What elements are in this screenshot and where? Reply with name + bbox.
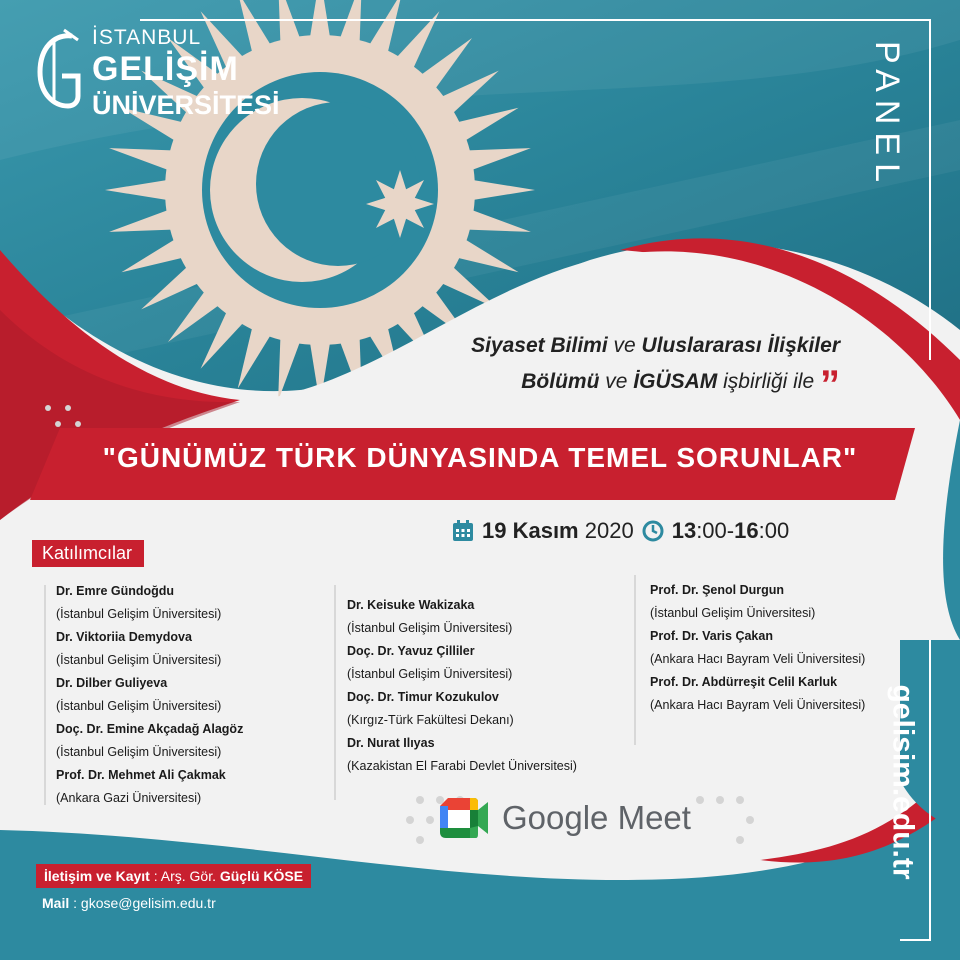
intro-and-1: ve [613,334,636,357]
participants-column-1 [56,580,326,810]
mail-sep: : [69,895,81,911]
contact-name: Güçlü KÖSE [219,868,304,884]
date-day-month: 19 Kasım [482,518,579,543]
intro-dept-1: Siyaset Bilimi [471,334,608,357]
participant-name: Prof. Dr. Varis Çakan [650,629,773,643]
participant-name: Doç. Dr. Emine Akçadağ Alagöz [56,722,244,736]
logo-line-1: İSTANBUL [92,26,202,49]
university-logo-icon [34,28,82,112]
participant-institution: (İstanbul Gelişim Üniversitesi) [56,607,222,621]
participant-name: Dr. Viktoriia Demydova [56,630,192,644]
intro-dept-2: Uluslararası İlişkiler [641,334,840,357]
contact-label: İletişim ve Kayıt [44,868,150,884]
participant-institution: (İstanbul Gelişim Üniversitesi) [56,653,222,667]
participant-institution: (İstanbul Gelişim Üniversitesi) [56,699,222,713]
contact-sep: : [149,868,161,884]
event-title [55,442,905,474]
participant-name: Doç. Dr. Timur Kozukulov [347,690,499,704]
organizers-intro [320,328,840,407]
calendar-icon [452,520,474,542]
intro-partner: İGÜSAM [633,370,718,393]
panel-label-box [846,40,926,190]
participant-name: Prof. Dr. Abdürreşit Celil Karluk [650,675,838,689]
time-start-hour: 13 [671,518,697,543]
time-end-hour: 16 [734,518,759,543]
website-link[interactable]: gelisim.edu.tr [886,684,920,880]
mail-label: Mail [42,895,70,911]
google-meet-badge [440,798,691,838]
participant-institution: (Ankara Hacı Bayram Veli Üniversitesi) [650,652,866,666]
participant-institution: (Ankara Hacı Bayram Veli Üniversitesi) [650,698,866,712]
intro-and-2: ve [605,370,628,393]
participant-institution: (İstanbul Gelişim Üniversitesi) [56,745,222,759]
participant-name: Dr. Emre Gündoğdu [56,584,175,598]
event-datetime [452,518,789,544]
time-start-min: :00- [696,518,735,543]
google-meet-label: Google Meet [502,799,691,836]
mail-info [42,895,216,911]
participant-name: Dr. Keisuke Wakizaka [347,598,475,612]
google-meet-icon [440,798,488,838]
date-year: 2020 [584,518,634,543]
participant-institution: (İstanbul Gelişim Üniversitesi) [347,667,513,681]
participant-name: Prof. Dr. Şenol Durgun [650,583,785,597]
website-box [875,650,960,950]
crescent-cut [256,102,420,266]
participant-name: Prof. Dr. Mehmet Ali Çakmak [56,768,226,782]
participant-name: Doç. Dr. Yavuz Çilliler [347,644,475,658]
time-end-min: :00 [758,518,790,543]
participant-institution: (İstanbul Gelişim Üniversitesi) [650,606,816,620]
mail-address[interactable]: gkose@gelisim.edu.tr [80,895,216,911]
intro-dept-3: Bölümü [521,370,600,393]
participant-institution: (İstanbul Gelişim Üniversitesi) [347,621,513,635]
clock-icon [642,520,664,542]
participant-institution: (Kırgız-Türk Fakültesi Dekanı) [347,713,514,727]
contact-title: Arş. Gör. [160,868,216,884]
participant-institution: (Ankara Gazi Üniversitesi) [56,791,202,805]
participant-institution: (Kazakistan El Farabi Devlet Üniversitesi) [347,759,577,773]
participants-column-2 [347,594,632,778]
logo-line-2: GELİŞİM [92,50,239,88]
quote-mark: ” [820,363,840,407]
intro-suffix: işbirliği ile [723,370,815,393]
title-close-quote: " [843,442,858,473]
participant-name: Dr. Nurat Ilıyas [347,736,435,750]
title-open-quote: " [102,442,117,473]
logo-line-3: ÜNİVERSİTESİ [92,90,280,120]
star-icon [366,170,434,238]
contact-info [36,864,311,888]
title-text: GÜNÜMÜZ TÜRK DÜNYASINDA TEMEL SORUNLAR [116,442,844,473]
panel-label: PANEL [867,41,906,190]
participants-heading: Katılımcılar [32,540,144,567]
participant-name: Dr. Dilber Guliyeva [56,676,168,690]
